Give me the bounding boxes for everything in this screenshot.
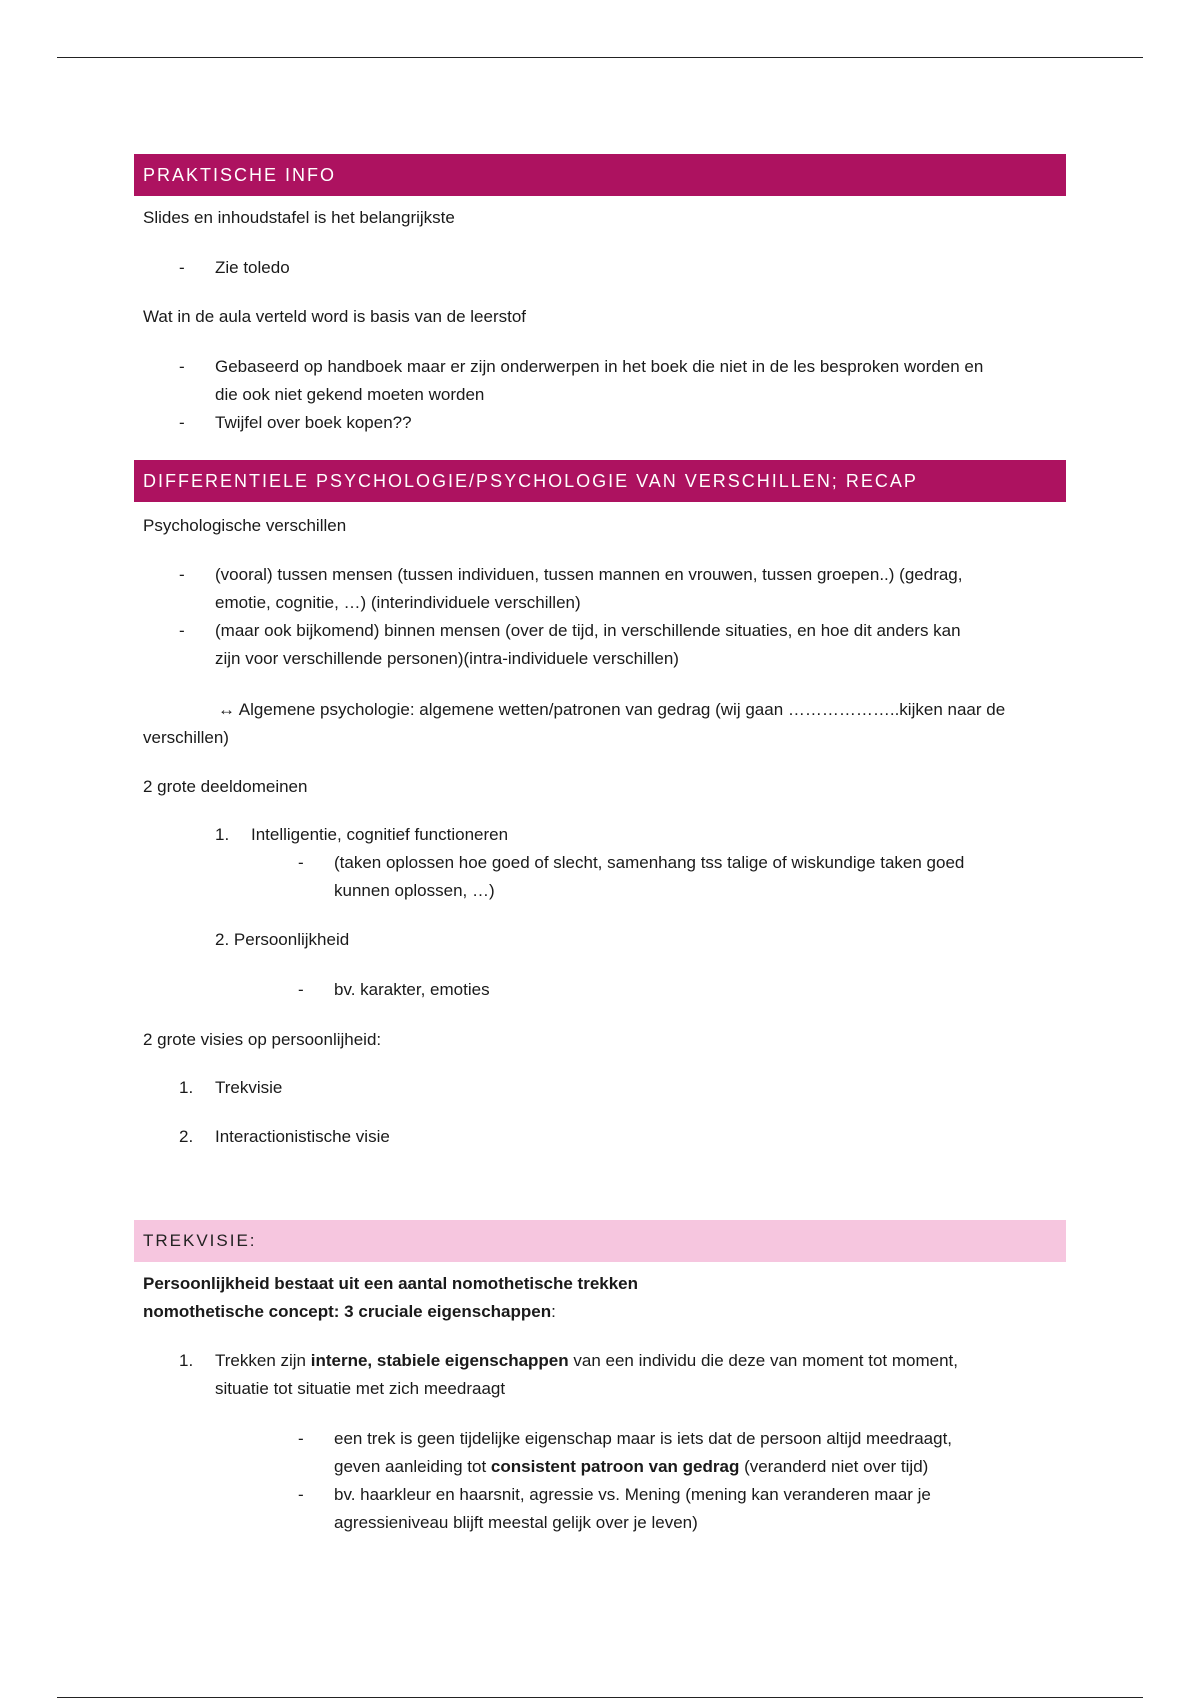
paragraph: 2 grote visies op persoonlijheid: xyxy=(143,1030,382,1049)
paragraph: ↔ Algemene psychologie: algemene wetten/patronen van gedrag (wij gaan ………………..kijken naar de xyxy=(218,700,1006,719)
bullet-text: (vooral) tussen mensen (tussen individuen, tussen mannen en vrouwen, tussen groepen..) (gedrag, xyxy=(215,565,963,584)
bullet-dash: - xyxy=(298,980,304,999)
section-header-differentiele: DIFFERENTIELE PSYCHOLOGIE/PSYCHOLOGIE VAN VERSCHILLEN; RECAP xyxy=(134,460,1066,502)
bullet-text: zijn voor verschillende personen)(intra-individuele verschillen) xyxy=(215,649,679,668)
list-item xyxy=(215,1347,958,1375)
bullet-text: (taken oplossen hoe goed of slecht, samenhang tss talige of wiskundige taken goed xyxy=(334,853,965,872)
text: geven aanleiding tot xyxy=(334,1457,491,1476)
bullet-dash: - xyxy=(179,565,185,584)
bullet-text: die ook niet gekend moeten worden xyxy=(215,385,485,404)
bullet-text: emotie, cognitie, …) (interindividuele verschillen) xyxy=(215,593,581,612)
bullet-dash: - xyxy=(298,853,304,872)
bullet-text: (maar ook bijkomend) binnen mensen (over de tijd, in verschillende situaties, en hoe dit anders kan xyxy=(215,621,961,640)
paragraph-bold xyxy=(143,1270,638,1298)
list-item: Intelligentie, cognitief functioneren xyxy=(251,825,509,844)
list-item: Trekvisie xyxy=(215,1078,283,1097)
list-number: 1. xyxy=(215,825,230,844)
paragraph-bold xyxy=(143,1298,556,1326)
bullet-dash: - xyxy=(179,413,185,432)
text: Trekken zijn xyxy=(215,1351,311,1370)
bullet-text: Zie toledo xyxy=(215,258,290,277)
bullet-dash: - xyxy=(179,258,185,277)
bold-text: nomothetische concept: 3 cruciale eigenschappen xyxy=(143,1302,552,1321)
top-rule xyxy=(57,57,1143,58)
bold-text: Persoonlijkheid bestaat uit een aantal nomothetische trekken xyxy=(143,1274,639,1293)
paragraph: Psychologische verschillen xyxy=(143,516,347,535)
bullet-text: agressieniveau blijft meestal gelijk over je leven) xyxy=(334,1513,698,1532)
text: : xyxy=(551,1302,556,1321)
bullet-dash: - xyxy=(179,621,185,640)
paragraph: verschillen) xyxy=(143,728,229,747)
text: (veranderd niet over tijd) xyxy=(739,1457,929,1476)
list-number: 1. xyxy=(179,1078,194,1097)
bold-text: consistent patroon van gedrag xyxy=(490,1457,740,1476)
paragraph: Wat in de aula verteld word is basis van de leerstof xyxy=(143,307,527,326)
bullet-dash: - xyxy=(179,357,185,376)
bold-text: interne, stabiele eigenschappen xyxy=(310,1351,569,1370)
bullet-dash: - xyxy=(298,1429,304,1448)
list-item: situatie tot situatie met zich meedraagt xyxy=(215,1379,506,1398)
bullet-text: kunnen oplossen, …) xyxy=(334,881,495,900)
bullet-text: Twijfel over boek kopen?? xyxy=(215,413,412,432)
bullet-text: bv. haarkleur en haarsnit, agressie vs. Mening (mening kan veranderen maar je xyxy=(334,1485,931,1504)
paragraph: Slides en inhoudstafel is het belangrijkste xyxy=(143,208,455,227)
section-header-trekvisie: TREKVISIE: xyxy=(134,1220,1066,1262)
bullet-text: bv. karakter, emoties xyxy=(334,980,490,999)
list-number: 2. xyxy=(179,1127,194,1146)
bullet-dash: - xyxy=(298,1485,304,1504)
list-number: 1. xyxy=(179,1351,194,1370)
list-item: 2. Persoonlijkheid xyxy=(215,930,350,949)
paragraph: 2 grote deeldomeinen xyxy=(143,777,308,796)
bottom-rule xyxy=(57,1697,1143,1698)
bullet-text: Gebaseerd op handboek maar er zijn onderwerpen in het boek die niet in de les besproken worden en xyxy=(215,357,984,376)
bullet-text: een trek is geen tijdelijke eigenschap maar is iets dat de persoon altijd meedraagt, xyxy=(334,1429,953,1448)
text: van een individu die deze van moment tot moment, xyxy=(568,1351,958,1370)
list-item: Interactionistische visie xyxy=(215,1127,390,1146)
section-header-praktische-info: PRAKTISCHE INFO xyxy=(134,154,1066,196)
bullet-text xyxy=(334,1453,928,1481)
